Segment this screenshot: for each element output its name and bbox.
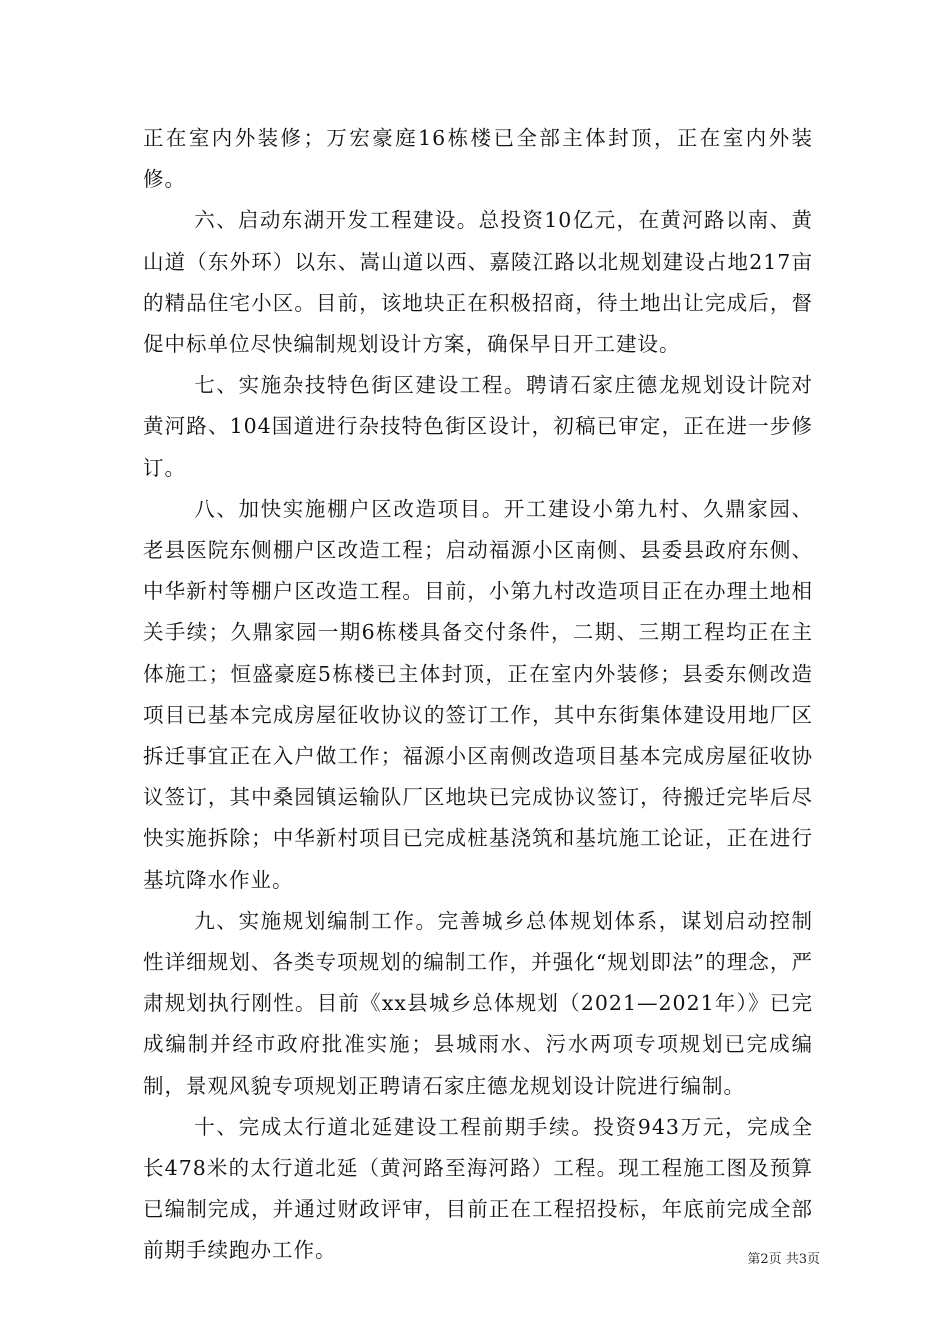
paragraph-section-9: 九、实施规划编制工作。完善城乡总体规划体系，谋划启动控制性详细规划、各类专项规划的编制工作，并强化“规划即法”的理念，严肃规划执行刚性。目前《xx县城乡总体规划（2021—2021年）》已完成编制并经市政府批准实施；县城雨水、污水两项专项规划已完成编制，景观风貌专项规划正聘请石家庄德龙规划设计院进行编制。 bbox=[143, 908, 813, 1098]
document-body bbox=[143, 118, 813, 1272]
paragraph-section-6: 六、启动东湖开发工程建设。总投资10亿元，在黄河路以南、黄山道（东外环）以东、嵩山道以西、嘉陵江路以北规划建设占地217亩的精品住宅小区。目前，该地块正在积极招商，待土地出让完成后，督促中标单位尽快编制规划设计方案，确保早日开工建设。 bbox=[143, 208, 813, 357]
paragraph-section-8: 八、加快实施棚户区改造项目。开工建设小第九村、久鼎家园、老县医院东侧棚户区改造工程；启动福源小区南侧、县委县政府东侧、中华新村等棚户区改造工程。目前，小第九村改造项目正在办理土地相关手续；久鼎家园一期6栋楼具备交付条件，二期、三期工程均正在主体施工；恒盛豪庭5栋楼已主体封顶，正在室内外装修；县委东侧改造项目已基本完成房屋征收协议的签订工作，其中东街集体建设用地厂区拆迁事宜正在入户做工作；福源小区南侧改造项目基本完成房屋征收协议签订，其中桑园镇运输队厂区地块已完成协议签订，待搬迁完毕后尽快实施拆除；中华新村项目已完成桩基浇筑和基坑施工论证，正在进行基坑降水作业。 bbox=[143, 496, 813, 892]
paragraph-section-7: 七、实施杂技特色街区建设工程。聘请石家庄德龙规划设计院对黄河路、104国道进行杂技特色街区设计，初稿已审定，正在进一步修订。 bbox=[143, 373, 813, 480]
page-number-footer: 第2页 共3页 bbox=[747, 1252, 820, 1267]
paragraph-continuation: 正在室内外装修；万宏豪庭16栋楼已全部主体封顶，正在室内外装修。 bbox=[143, 126, 813, 192]
paragraph-section-10: 十、完成太行道北延建设工程前期手续。投资943万元，完成全长478米的太行道北延（黄河路至海河路）工程。现工程施工图及预算已编制完成，并通过财政评审，目前正在工程招投标，年底前完成全部前期手续跑办工作。 bbox=[143, 1114, 813, 1263]
